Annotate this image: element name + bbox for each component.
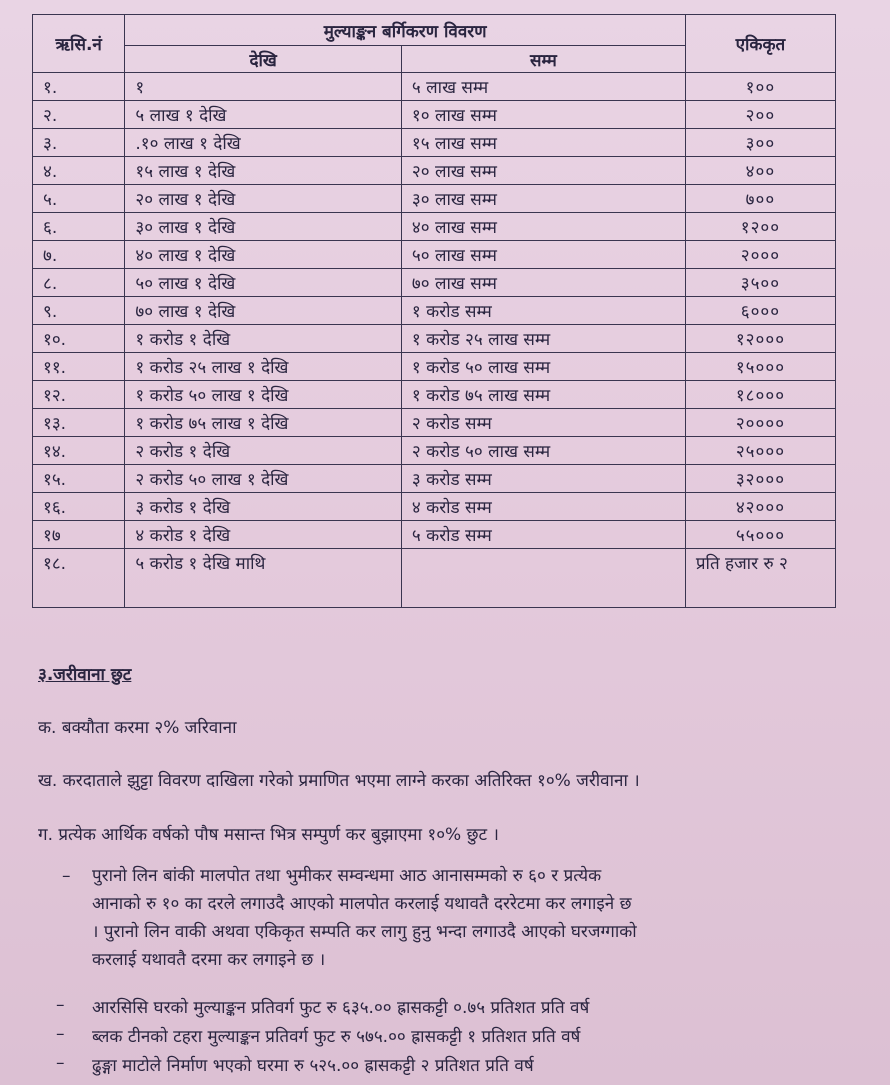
to-value-cell: ५ लाख सम्म xyxy=(401,73,685,101)
table-row xyxy=(33,493,836,521)
to-value-cell: २ करोड ५० लाख सम्म xyxy=(401,437,685,465)
lump-sum-cell: १२०० xyxy=(685,213,835,241)
table-row xyxy=(33,325,836,353)
note-line: आनाको रु १० का दरले लगाउदै आएको मालपोत करलाई यथावतै दररेटमा कर लगाइने छ xyxy=(92,894,632,914)
serial-number-cell: १६. xyxy=(33,493,125,521)
table-row xyxy=(33,213,836,241)
penalty-item-ka: क. बक्यौता करमा २% जरिवाना xyxy=(38,718,237,738)
rcc-house-note: आरसिसि घरको मुल्याङ्कन प्रतिवर्ग फुट रु ६३५.०० ह्रासकट्टी ०.७५ प्रतिशत प्रति वर्ष xyxy=(92,998,590,1018)
to-value-cell: ७० लाख सम्म xyxy=(401,269,685,297)
lump-sum-cell: २००० xyxy=(685,241,835,269)
note-line: करलाई यथावतै दरमा कर लगाइने छ । xyxy=(92,950,326,970)
lump-sum-cell: ३०० xyxy=(685,129,835,157)
penalty-item-ga: ग. प्रत्येक आर्थिक वर्षको पौष मसान्त भित्र सम्पुर्ण कर बुझाएमा १०% छुट । xyxy=(38,825,499,845)
table-row xyxy=(33,521,836,549)
to-value-cell: १५ लाख सम्म xyxy=(401,129,685,157)
serial-number-cell: ८. xyxy=(33,269,125,297)
to-value-cell: ५ करोड सम्म xyxy=(401,521,685,549)
from-value-cell: ४ करोड १ देखि xyxy=(125,521,402,549)
from-value-cell: १ करोड ५० लाख १ देखि xyxy=(125,381,402,409)
lump-sum-cell: २०००० xyxy=(685,409,835,437)
serial-number-cell: १३. xyxy=(33,409,125,437)
from-value-cell: १ xyxy=(125,73,402,101)
penalty-item-kha: ख. करदाताले झुट्टा विवरण दाखिला गरेको प्रमाणित भएमा लाग्ने करका अतिरिक्त १०% जरीवाना । xyxy=(38,771,640,791)
lump-sum-cell: १५००० xyxy=(685,353,835,381)
serial-number-cell: ७. xyxy=(33,241,125,269)
serial-number-cell: २. xyxy=(33,101,125,129)
to-value-cell: २ करोड सम्म xyxy=(401,409,685,437)
lump-sum-cell: प्रति हजार रु २ xyxy=(685,549,835,608)
from-value-cell: ३० लाख १ देखि xyxy=(125,213,402,241)
table-row xyxy=(33,437,836,465)
dash-marker: – xyxy=(56,995,65,1015)
block-tin-note: ब्लक टीनको टहरा मुल्याङ्कन प्रतिवर्ग फुट रु ५७५.०० ह्रासकट्टी १ प्रतिशत प्रति वर्ष xyxy=(92,1027,581,1047)
note-line: पुरानो लिन बांकी मालपोत तथा भुमीकर सम्वन्धमा आठ आनासम्मको रु ६० र प्रत्येक xyxy=(92,866,602,886)
lump-sum-cell: ३५०० xyxy=(685,269,835,297)
valuation-classification-header: मुल्याङ्कन बर्गिकरण विवरण xyxy=(125,15,685,46)
serial-number-cell: १८. xyxy=(33,549,125,608)
from-value-cell: १५ लाख १ देखि xyxy=(125,157,402,185)
serial-number-cell: १. xyxy=(33,73,125,101)
from-value-cell: ७० लाख १ देखि xyxy=(125,297,402,325)
from-value-cell: ३ करोड १ देखि xyxy=(125,493,402,521)
table-row xyxy=(33,129,836,157)
lump-sum-cell: २५००० xyxy=(685,437,835,465)
serial-number-cell: १०. xyxy=(33,325,125,353)
to-value-cell: ४० लाख सम्म xyxy=(401,213,685,241)
table-row xyxy=(33,465,836,493)
table-row xyxy=(33,269,836,297)
valuation-table-body xyxy=(33,73,836,608)
table-row xyxy=(33,381,836,409)
lump-sum-cell: १२००० xyxy=(685,325,835,353)
serial-number-cell: १२. xyxy=(33,381,125,409)
serial-number-header: ऋसि.नं xyxy=(33,15,125,73)
from-value-cell: २ करोड ५० लाख १ देखि xyxy=(125,465,402,493)
dash-marker: – xyxy=(56,1053,65,1073)
to-value-cell xyxy=(401,549,685,608)
from-value-cell: १ करोड २५ लाख १ देखि xyxy=(125,353,402,381)
table-row xyxy=(33,241,836,269)
to-value-cell: ४ करोड सम्म xyxy=(401,493,685,521)
serial-number-cell: ११. xyxy=(33,353,125,381)
table-row xyxy=(33,185,836,213)
valuation-table xyxy=(32,14,836,608)
from-value-cell: १ करोड १ देखि xyxy=(125,325,402,353)
to-value-cell: १० लाख सम्म xyxy=(401,101,685,129)
to-header: सम्म xyxy=(401,46,685,73)
from-value-cell: ४० लाख १ देखि xyxy=(125,241,402,269)
serial-number-cell: ३. xyxy=(33,129,125,157)
serial-number-cell: १७ xyxy=(33,521,125,549)
to-value-cell: १ करोड ५० लाख सम्म xyxy=(401,353,685,381)
serial-number-cell: ५. xyxy=(33,185,125,213)
from-value-cell: .१० लाख १ देखि xyxy=(125,129,402,157)
from-value-cell: १ करोड ७५ लाख १ देखि xyxy=(125,409,402,437)
table-row xyxy=(33,157,836,185)
from-header: देखि xyxy=(125,46,402,73)
to-value-cell: १ करोड ७५ लाख सम्म xyxy=(401,381,685,409)
old-land-tax-note xyxy=(92,862,792,974)
to-value-cell: २० लाख सम्म xyxy=(401,157,685,185)
lump-sum-cell: ३२००० xyxy=(685,465,835,493)
table-row xyxy=(33,549,836,608)
serial-number-cell: ४. xyxy=(33,157,125,185)
to-value-cell: १ करोड सम्म xyxy=(401,297,685,325)
serial-number-cell: ६. xyxy=(33,213,125,241)
lump-sum-cell: ५५००० xyxy=(685,521,835,549)
stone-mud-house-note: ढुङ्गा माटोले निर्माण भएको घरमा रु ५२५.०० ह्रासकट्टी २ प्रतिशत प्रति वर्ष xyxy=(92,1056,534,1076)
table-row xyxy=(33,297,836,325)
serial-number-cell: ९. xyxy=(33,297,125,325)
to-value-cell: ३ करोड सम्म xyxy=(401,465,685,493)
from-value-cell: ५ करोड १ देखि माथि xyxy=(125,549,402,608)
lump-sum-cell: ४२००० xyxy=(685,493,835,521)
table-row xyxy=(33,101,836,129)
dash-marker: – xyxy=(56,1024,65,1044)
table-row xyxy=(33,353,836,381)
lump-sum-cell: २०० xyxy=(685,101,835,129)
from-value-cell: २० लाख १ देखि xyxy=(125,185,402,213)
table-row xyxy=(33,409,836,437)
from-value-cell: ५ लाख १ देखि xyxy=(125,101,402,129)
table-row xyxy=(33,73,836,101)
serial-number-cell: १५. xyxy=(33,465,125,493)
lump-sum-header: एकिकृत xyxy=(685,15,835,73)
from-value-cell: ५० लाख १ देखि xyxy=(125,269,402,297)
note-line: । पुरानो लिन वाकी अथवा एकिकृत सम्पति कर लागु हुनु भन्दा लगाउदै आएको घरजग्गाको xyxy=(92,922,637,942)
lump-sum-cell: ६००० xyxy=(685,297,835,325)
lump-sum-cell: १०० xyxy=(685,73,835,101)
to-value-cell: १ करोड २५ लाख सम्म xyxy=(401,325,685,353)
dash-marker: – xyxy=(62,866,71,886)
from-value-cell: २ करोड १ देखि xyxy=(125,437,402,465)
to-value-cell: ३० लाख सम्म xyxy=(401,185,685,213)
to-value-cell: ५० लाख सम्म xyxy=(401,241,685,269)
lump-sum-cell: ७०० xyxy=(685,185,835,213)
lump-sum-cell: १८००० xyxy=(685,381,835,409)
lump-sum-cell: ४०० xyxy=(685,157,835,185)
section-title: ३.जरीवाना छुट xyxy=(38,665,132,685)
serial-number-cell: १४. xyxy=(33,437,125,465)
